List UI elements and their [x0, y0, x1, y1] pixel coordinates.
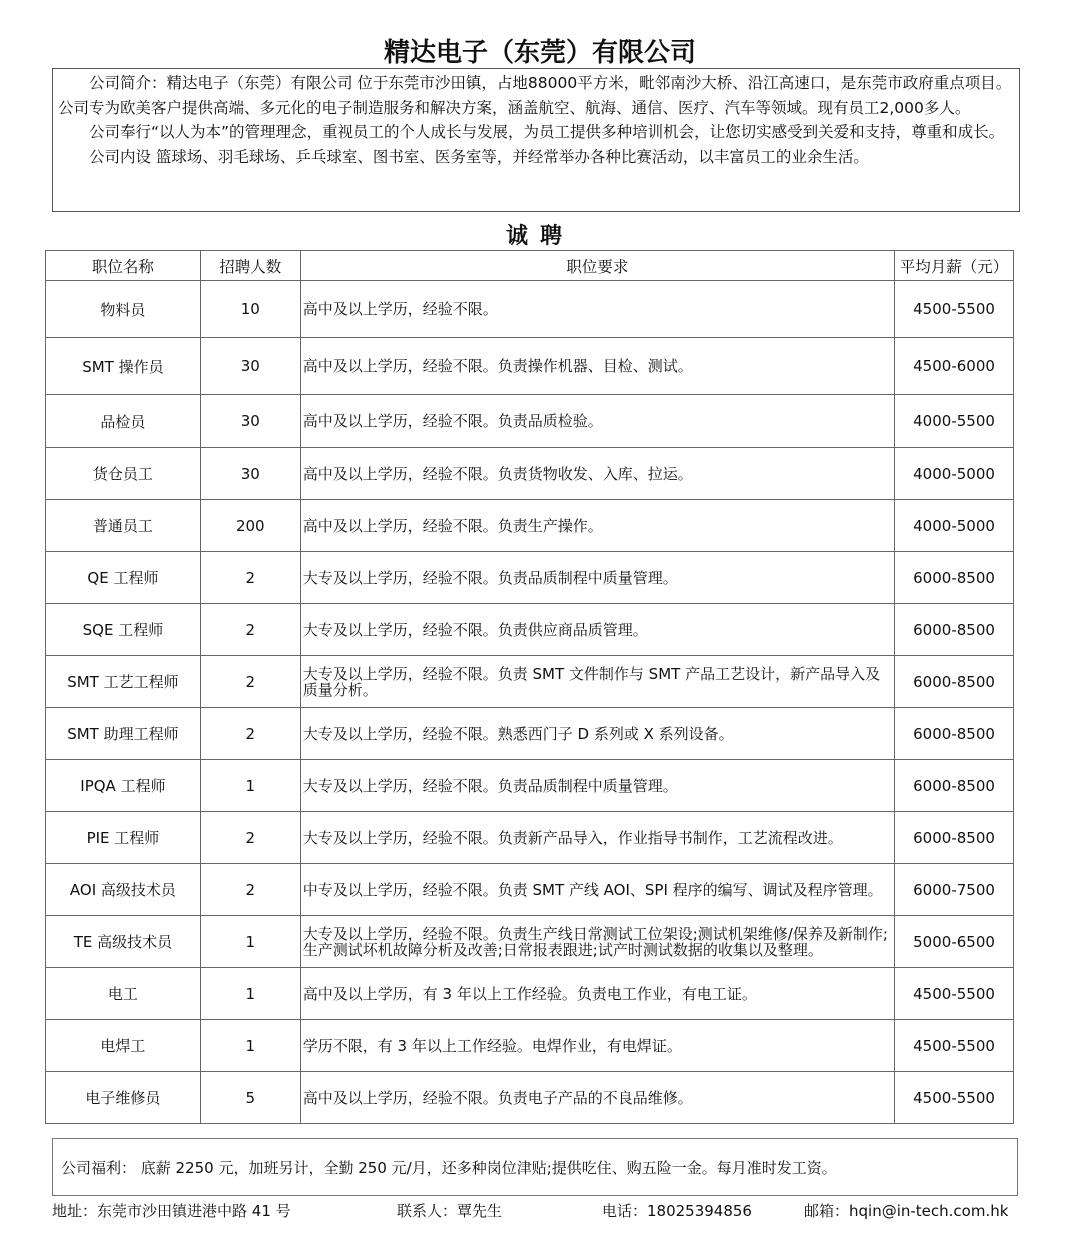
headcount: 2	[200, 708, 300, 760]
salary: 4000-5000	[895, 448, 1014, 500]
job-title: 货仓员工	[46, 448, 201, 500]
job-title: SQE 工程师	[46, 604, 201, 656]
headcount: 30	[200, 448, 300, 500]
column-header: 平均月薪（元）	[895, 251, 1014, 281]
job-title: 普通员工	[46, 500, 201, 552]
salary: 4000-5500	[895, 395, 1014, 448]
salary: 6000-8500	[895, 812, 1014, 864]
table-row	[46, 708, 1014, 760]
job-title: 品检员	[46, 395, 201, 448]
table-row	[46, 656, 1014, 708]
job-title: SMT 助理工程师	[46, 708, 201, 760]
table-row	[46, 448, 1014, 500]
benefits-box: 公司福利： 底薪 2250 元，加班另计，全勤 250 元/月，还多种岗位津贴;提供吃住、购五险一金。每月准时发工资。	[52, 1138, 1018, 1196]
table-row	[46, 281, 1014, 338]
table-row	[46, 500, 1014, 552]
headcount: 2	[200, 656, 300, 708]
table-row	[46, 338, 1014, 395]
salary: 4500-6000	[895, 338, 1014, 395]
headcount: 2	[200, 604, 300, 656]
headcount: 1	[200, 916, 300, 968]
requirements: 高中及以上学历，经验不限。负责生产操作。	[300, 500, 894, 552]
email: 邮箱：hqin@in-tech.com.hk	[804, 1202, 1009, 1220]
headcount: 5	[200, 1072, 300, 1124]
headcount: 2	[200, 864, 300, 916]
salary: 5000-6500	[895, 916, 1014, 968]
table-row	[46, 552, 1014, 604]
requirements: 大专及以上学历，经验不限。负责生产线日常测试工位架设;测试机架维修/保养及新制作;生产测试坏机故障分析及改善;日常报表跟进;试产时测试数据的收集以及整理。	[300, 916, 894, 968]
headcount: 200	[200, 500, 300, 552]
company-intro	[52, 68, 1020, 212]
salary: 6000-8500	[895, 708, 1014, 760]
requirements: 大专及以上学历，经验不限。负责品质制程中质量管理。	[300, 552, 894, 604]
job-title: 电焊工	[46, 1020, 201, 1072]
job-title: 物料员	[46, 281, 201, 338]
job-title: PIE 工程师	[46, 812, 201, 864]
requirements: 中专及以上学历，经验不限。负责 SMT 产线 AOI、SPI 程序的编写、调试及程序管理。	[300, 864, 894, 916]
contact-person: 联系人：覃先生	[397, 1202, 503, 1220]
job-title: SMT 操作员	[46, 338, 201, 395]
job-title: 电子维修员	[46, 1072, 201, 1124]
job-title: 电工	[46, 968, 201, 1020]
requirements: 高中及以上学历，经验不限。负责电子产品的不良品维修。	[300, 1072, 894, 1124]
company-title: 精达电子（东莞）有限公司	[383, 38, 696, 68]
column-header: 职位名称	[46, 251, 201, 281]
column-header: 招聘人数	[200, 251, 300, 281]
salary: 4500-5500	[895, 1072, 1014, 1124]
headcount: 30	[200, 338, 300, 395]
requirements: 大专及以上学历，经验不限。熟悉西门子 D 系列或 X 系列设备。	[300, 708, 894, 760]
job-title: SMT 工艺工程师	[46, 656, 201, 708]
headcount: 10	[200, 281, 300, 338]
requirements: 大专及以上学历，经验不限。负责品质制程中质量管理。	[300, 760, 894, 812]
table-row	[46, 968, 1014, 1020]
address: 地址：东莞市沙田镇进港中路 41 号	[52, 1202, 291, 1220]
requirements: 高中及以上学历，经验不限。	[300, 281, 894, 338]
salary: 4500-5500	[895, 968, 1014, 1020]
table-row	[46, 864, 1014, 916]
headcount: 1	[200, 1020, 300, 1072]
table-row	[46, 604, 1014, 656]
table-row	[46, 1020, 1014, 1072]
requirements: 学历不限，有 3 年以上工作经验。电焊作业，有电焊证。	[300, 1020, 894, 1072]
salary: 4000-5000	[895, 500, 1014, 552]
intro-paragraph: 公司内设 篮球场、羽毛球场、乒乓球室、图书室、医务室等，并经常举办各种比赛活动，以丰富员工的业余生活。	[89, 147, 869, 166]
requirements: 高中及以上学历，经验不限。负责货物收发、入库、拉运。	[300, 448, 894, 500]
headcount: 1	[200, 968, 300, 1020]
requirements: 大专及以上学历，经验不限。负责新产品导入，作业指导书制作，工艺流程改进。	[300, 812, 894, 864]
job-title: AOI 高级技术员	[46, 864, 201, 916]
recruitment-heading: 诚聘	[505, 224, 574, 249]
headcount: 30	[200, 395, 300, 448]
salary: 6000-8500	[895, 656, 1014, 708]
requirements: 大专及以上学历，经验不限。负责供应商品质管理。	[300, 604, 894, 656]
column-header: 职位要求	[300, 251, 894, 281]
intro-paragraph: 公司奉行“以人为本”的管理理念，重视员工的个人成长与发展，为员工提供多种培训机会，让您切实感受到关爱和支持，尊重和成长。	[89, 123, 1005, 141]
salary: 4500-5500	[895, 281, 1014, 338]
intro-paragraph: 公司简介：精达电子（东莞）有限公司 位于东莞市沙田镇，占地88000平方米，毗邻南沙大桥、沿江高速口，是东莞市政府重点项目。公司专为欧美客户提供高端、多元化的电子制造服务和解决方案，涵盖航空、航海、通信、医疗、汽车等领域。现有员工2,000多人。	[58, 74, 1012, 117]
table-row	[46, 916, 1014, 968]
salary: 6000-8500	[895, 604, 1014, 656]
headcount: 2	[200, 552, 300, 604]
headcount: 1	[200, 760, 300, 812]
salary: 6000-8500	[895, 760, 1014, 812]
phone: 电话：18025394856	[602, 1202, 752, 1220]
requirements: 高中及以上学历，经验不限。负责品质检验。	[300, 395, 894, 448]
requirements: 大专及以上学历，经验不限。负责 SMT 文件制作与 SMT 产品工艺设计，新产品导入及质量分析。	[300, 656, 894, 708]
table-row	[46, 760, 1014, 812]
job-title: IPQA 工程师	[46, 760, 201, 812]
requirements: 高中及以上学历，有 3 年以上工作经验。负责电工作业，有电工证。	[300, 968, 894, 1020]
job-title: QE 工程师	[46, 552, 201, 604]
requirements: 高中及以上学历，经验不限。负责操作机器、目检、测试。	[300, 338, 894, 395]
table-row	[46, 395, 1014, 448]
headcount: 2	[200, 812, 300, 864]
table-row	[46, 812, 1014, 864]
salary: 6000-8500	[895, 552, 1014, 604]
salary: 4500-5500	[895, 1020, 1014, 1072]
job-title: TE 高级技术员	[46, 916, 201, 968]
table-row	[46, 1072, 1014, 1124]
job-table	[45, 250, 1014, 1124]
salary: 6000-7500	[895, 864, 1014, 916]
